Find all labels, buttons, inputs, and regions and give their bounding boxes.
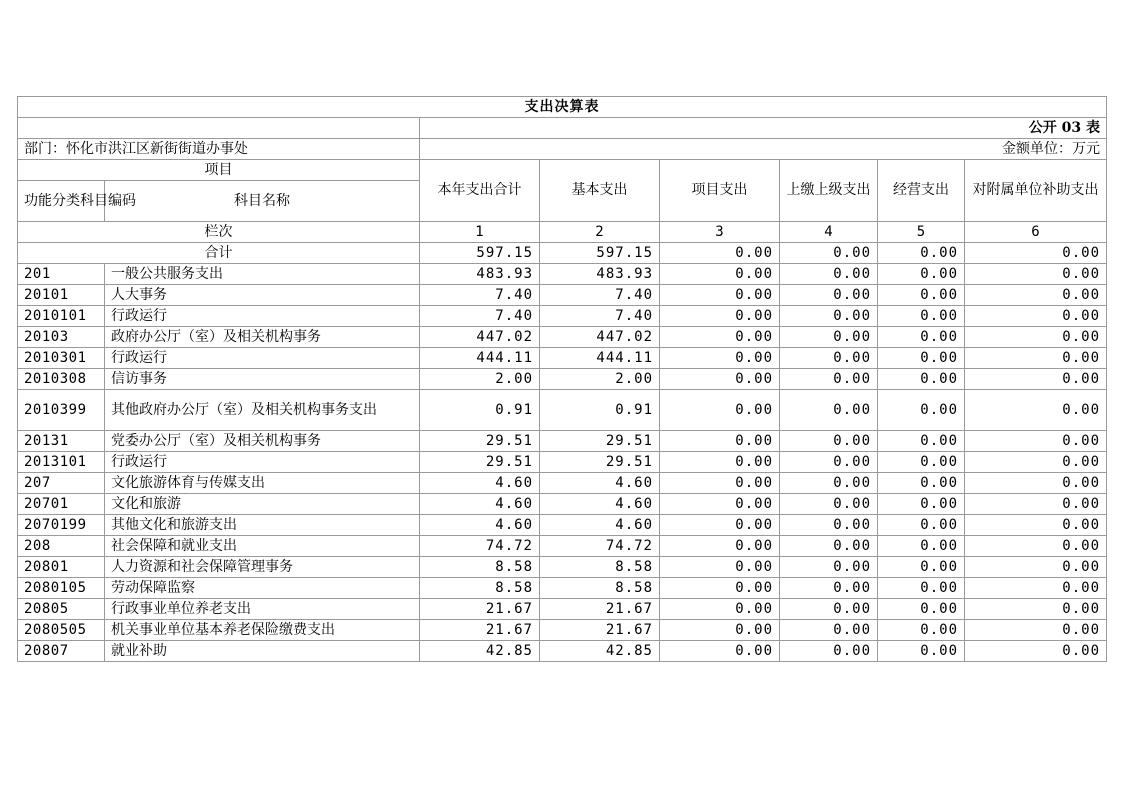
amount-cell: 447.02 [420,327,540,348]
header-subject-name: 科目名称 [105,181,420,222]
total-value: 0.00 [780,243,878,264]
subject-name: 就业补助 [105,641,420,662]
subject-name: 文化和旅游 [105,494,420,515]
amount-cell: 0.00 [660,285,780,306]
total-value: 597.15 [420,243,540,264]
subject-name: 行政运行 [105,348,420,369]
amount-cell: 0.00 [878,599,965,620]
amount-cell: 0.00 [878,557,965,578]
subject-name: 劳动保障监察 [105,578,420,599]
amount-cell: 0.00 [965,473,1107,494]
amount-cell: 0.00 [965,264,1107,285]
col-index-number: 2 [540,222,660,243]
table-row [18,327,1107,348]
unit-label: 金额单位：万元 [420,139,1107,160]
subject-code: 207 [18,473,105,494]
department-label: 部门：怀化市洪江区新街街道办事处 [18,139,420,160]
col-index-number: 5 [878,222,965,243]
table-row [18,285,1107,306]
amount-cell: 0.00 [660,369,780,390]
subject-code: 20807 [18,641,105,662]
amount-cell: 0.00 [878,620,965,641]
total-value: 0.00 [965,243,1107,264]
amount-cell: 74.72 [420,536,540,557]
amount-cell: 0.00 [780,557,878,578]
table-row [18,578,1107,599]
amount-cell: 0.00 [660,264,780,285]
subject-name: 人力资源和社会保障管理事务 [105,557,420,578]
amount-cell: 0.00 [878,390,965,431]
total-value: 0.00 [660,243,780,264]
amount-cell: 8.58 [420,557,540,578]
amount-cell: 29.51 [420,452,540,473]
subject-code: 201 [18,264,105,285]
amount-cell: 0.00 [878,536,965,557]
amount-cell: 0.00 [780,348,878,369]
header-business: 经营支出 [878,160,965,222]
subject-code: 2010399 [18,390,105,431]
amount-cell: 4.60 [540,494,660,515]
amount-cell: 0.00 [965,390,1107,431]
amount-cell: 0.00 [660,306,780,327]
col-index-number: 3 [660,222,780,243]
subject-code: 2010301 [18,348,105,369]
amount-cell: 0.91 [420,390,540,431]
subject-code: 2013101 [18,452,105,473]
amount-cell: 4.60 [540,515,660,536]
amount-cell: 29.51 [540,431,660,452]
subject-name: 文化旅游体育与传媒支出 [105,473,420,494]
header-project: 项目支出 [660,160,780,222]
amount-cell: 21.67 [420,620,540,641]
blank-cell [18,118,420,139]
amount-cell: 0.00 [660,578,780,599]
amount-cell: 0.00 [965,494,1107,515]
table-row [18,431,1107,452]
amount-cell: 0.00 [965,431,1107,452]
amount-cell: 7.40 [540,306,660,327]
header-subsidiary: 对附属单位补助支出 [965,160,1107,222]
amount-cell: 29.51 [420,431,540,452]
subject-code: 20101 [18,285,105,306]
amount-cell: 0.00 [878,578,965,599]
header-basic: 基本支出 [540,160,660,222]
header-item: 项目 [18,160,420,181]
amount-cell: 42.85 [420,641,540,662]
table-row [18,557,1107,578]
subject-code: 20103 [18,327,105,348]
amount-cell: 7.40 [540,285,660,306]
amount-cell: 483.93 [540,264,660,285]
subject-name: 信访事务 [105,369,420,390]
amount-cell: 0.00 [878,285,965,306]
table-row [18,264,1107,285]
subject-name: 机关事业单位基本养老保险缴费支出 [105,620,420,641]
amount-cell: 0.00 [878,327,965,348]
amount-cell: 8.58 [540,578,660,599]
amount-cell: 0.00 [965,536,1107,557]
amount-cell: 0.00 [660,473,780,494]
amount-cell: 0.00 [660,431,780,452]
amount-cell: 0.00 [780,641,878,662]
amount-cell: 0.00 [780,536,878,557]
amount-cell: 0.00 [965,620,1107,641]
col-index-number: 6 [965,222,1107,243]
table-row [18,452,1107,473]
total-value: 0.00 [878,243,965,264]
table-row [18,369,1107,390]
subject-name: 行政运行 [105,452,420,473]
subject-name: 政府办公厅（室）及相关机构事务 [105,327,420,348]
subject-code: 20701 [18,494,105,515]
amount-cell: 4.60 [540,473,660,494]
amount-cell: 4.60 [420,494,540,515]
amount-cell: 0.00 [780,578,878,599]
subject-code: 208 [18,536,105,557]
subject-code: 2010101 [18,306,105,327]
amount-cell: 4.60 [420,515,540,536]
amount-cell: 7.40 [420,285,540,306]
header-total: 本年支出合计 [420,160,540,222]
amount-cell: 2.00 [540,369,660,390]
table-row [18,473,1107,494]
amount-cell: 21.67 [540,599,660,620]
amount-cell: 0.00 [780,599,878,620]
amount-cell: 0.00 [878,369,965,390]
amount-cell: 447.02 [540,327,660,348]
expenditure-table [17,96,1107,662]
amount-cell: 0.00 [780,264,878,285]
amount-cell: 0.00 [878,494,965,515]
amount-cell: 8.58 [420,578,540,599]
col-index-label: 栏次 [18,222,420,243]
subject-name: 行政事业单位养老支出 [105,599,420,620]
amount-cell: 0.00 [660,599,780,620]
amount-cell: 0.00 [878,431,965,452]
amount-cell: 0.00 [780,494,878,515]
amount-cell: 0.00 [660,620,780,641]
subject-name: 社会保障和就业支出 [105,536,420,557]
table-row [18,641,1107,662]
amount-cell: 8.58 [540,557,660,578]
subject-name: 行政运行 [105,306,420,327]
amount-cell: 0.00 [660,452,780,473]
amount-cell: 0.00 [780,473,878,494]
amount-cell: 0.00 [660,515,780,536]
amount-cell: 0.00 [878,306,965,327]
amount-cell: 444.11 [540,348,660,369]
amount-cell: 0.00 [878,348,965,369]
table-row [18,599,1107,620]
amount-cell: 0.00 [660,536,780,557]
amount-cell: 0.00 [660,327,780,348]
subject-code: 2080505 [18,620,105,641]
subject-code: 20131 [18,431,105,452]
amount-cell: 0.00 [878,264,965,285]
amount-cell: 0.00 [780,306,878,327]
amount-cell: 0.00 [965,327,1107,348]
amount-cell: 0.00 [965,348,1107,369]
col-index-number: 1 [420,222,540,243]
amount-cell: 0.00 [965,641,1107,662]
amount-cell: 0.00 [965,515,1107,536]
total-value: 597.15 [540,243,660,264]
table-row [18,348,1107,369]
amount-cell: 0.00 [780,431,878,452]
amount-cell: 0.00 [780,285,878,306]
amount-cell: 0.00 [965,369,1107,390]
amount-cell: 0.00 [660,390,780,431]
amount-cell: 4.60 [420,473,540,494]
amount-cell: 0.00 [878,641,965,662]
table-row [18,515,1107,536]
subject-code: 2070199 [18,515,105,536]
amount-cell: 0.00 [660,348,780,369]
amount-cell: 0.00 [780,327,878,348]
subject-code: 20805 [18,599,105,620]
amount-cell: 74.72 [540,536,660,557]
table-row [18,494,1107,515]
table-row [18,536,1107,557]
subject-name: 其他政府办公厅（室）及相关机构事务支出 [105,390,420,431]
form-number: 公开 03 表 [420,118,1107,139]
amount-cell: 7.40 [420,306,540,327]
amount-cell: 0.00 [660,557,780,578]
amount-cell: 42.85 [540,641,660,662]
subject-name: 人大事务 [105,285,420,306]
amount-cell: 0.00 [878,452,965,473]
amount-cell: 444.11 [420,348,540,369]
subject-code: 2080105 [18,578,105,599]
amount-cell: 0.00 [965,452,1107,473]
amount-cell: 0.00 [965,578,1107,599]
subject-code: 2010308 [18,369,105,390]
amount-cell: 0.00 [878,473,965,494]
table-row [18,306,1107,327]
header-upper: 上缴上级支出 [780,160,878,222]
amount-cell: 0.00 [780,620,878,641]
table-row [18,620,1107,641]
amount-cell: 21.67 [420,599,540,620]
amount-cell: 2.00 [420,369,540,390]
amount-cell: 0.00 [780,390,878,431]
subject-name: 党委办公厅（室）及相关机构事务 [105,431,420,452]
amount-cell: 29.51 [540,452,660,473]
total-label: 合计 [18,243,420,264]
amount-cell: 0.91 [540,390,660,431]
amount-cell: 0.00 [965,285,1107,306]
subject-name: 其他文化和旅游支出 [105,515,420,536]
amount-cell: 0.00 [660,641,780,662]
amount-cell: 0.00 [780,369,878,390]
header-func-code: 功能分类科目编码 [18,181,105,222]
amount-cell: 0.00 [780,515,878,536]
amount-cell: 21.67 [540,620,660,641]
amount-cell: 0.00 [965,557,1107,578]
amount-cell: 0.00 [965,306,1107,327]
subject-code: 20801 [18,557,105,578]
amount-cell: 0.00 [878,515,965,536]
table-row [18,390,1107,431]
col-index-number: 4 [780,222,878,243]
subject-name: 一般公共服务支出 [105,264,420,285]
table-title: 支出决算表 [18,97,1107,118]
amount-cell: 0.00 [780,452,878,473]
amount-cell: 0.00 [965,599,1107,620]
amount-cell: 0.00 [660,494,780,515]
amount-cell: 483.93 [420,264,540,285]
